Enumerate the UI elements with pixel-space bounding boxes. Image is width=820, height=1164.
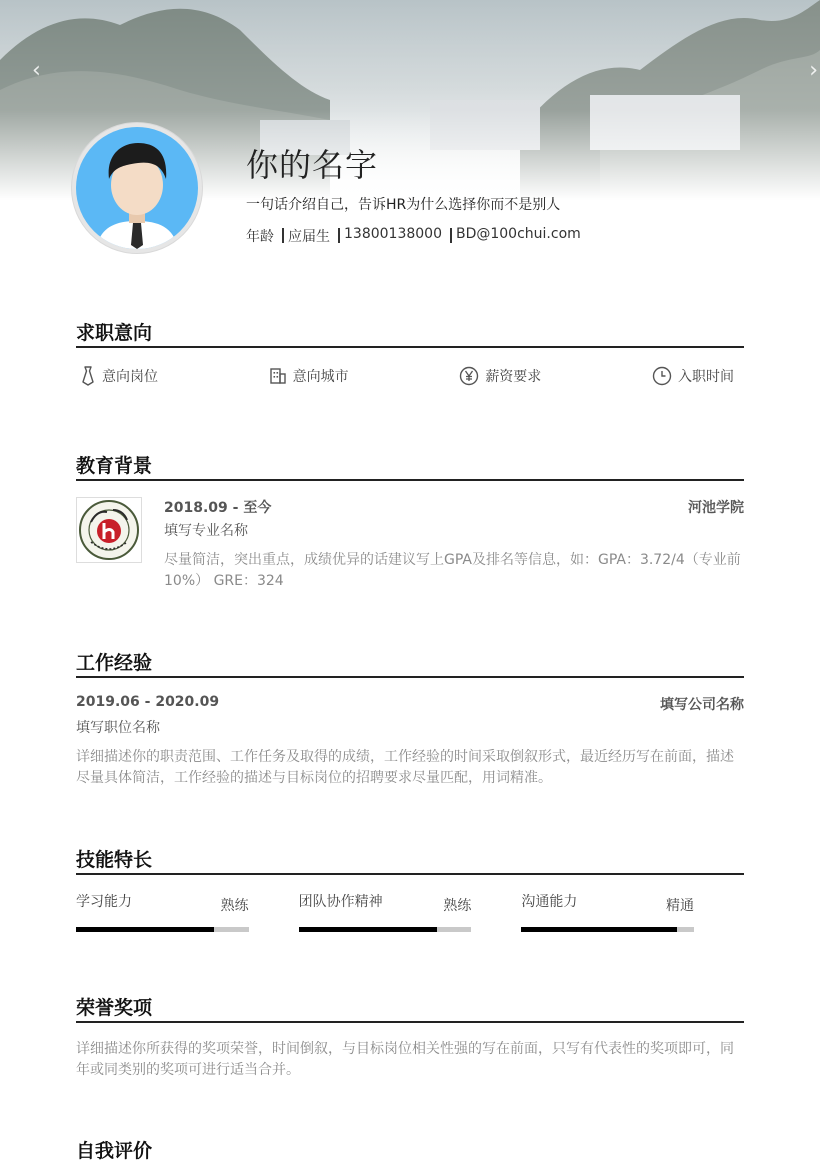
intention-position[interactable] bbox=[80, 366, 158, 386]
intention-salary[interactable] bbox=[459, 366, 541, 386]
yen-icon bbox=[459, 366, 479, 386]
building-icon bbox=[269, 367, 287, 385]
section-title: 教育背景 bbox=[76, 453, 744, 481]
skill-bar-fill bbox=[76, 927, 214, 932]
skill-name: 学习能力 bbox=[76, 894, 132, 910]
work-period: 2019.06 - 2020.09 bbox=[76, 694, 220, 710]
tie-icon bbox=[80, 366, 96, 386]
email-text: BD@100chui.com bbox=[455, 226, 581, 242]
carousel-next-icon[interactable]: › bbox=[809, 58, 818, 83]
intention-list bbox=[76, 366, 744, 386]
intention-label: 入职时间 bbox=[677, 369, 734, 385]
divider bbox=[282, 228, 284, 243]
skill-item bbox=[299, 891, 472, 932]
section-title: 工作经验 bbox=[76, 650, 744, 678]
intention-city[interactable] bbox=[269, 366, 349, 386]
intention-label: 意向岗位 bbox=[102, 369, 158, 385]
work-description: 详细描述你的职责范围、工作任务及取得的成绩，工作经验的时间采取倒叙形式，最近经历写在前面，描述尽量具体简洁，工作经验的描述与目标岗位的招聘要求尽量匹配，用词精准。 bbox=[76, 749, 734, 786]
contact-info bbox=[246, 226, 581, 246]
intention-section bbox=[76, 320, 744, 386]
company-name: 填写公司名称 bbox=[660, 697, 744, 713]
education-entry bbox=[76, 497, 744, 597]
phone-text: 13800138000 bbox=[344, 226, 442, 242]
skill-bar-fill bbox=[521, 927, 676, 932]
honors-description: 详细描述你所获得的奖项荣誉，时间倒叙，与目标岗位相关性强的写在前面，只写有代表性的奖项即可，同年或同类别的奖项可进行适当合并。 bbox=[76, 1041, 734, 1078]
honors-section bbox=[76, 995, 744, 1081]
section-title: 求职意向 bbox=[76, 320, 744, 348]
skill-level: 精通 bbox=[666, 898, 695, 914]
intention-start-time[interactable] bbox=[652, 366, 734, 386]
skill-item bbox=[76, 891, 249, 932]
section-title: 荣誉奖项 bbox=[76, 995, 744, 1023]
carousel-prev-icon[interactable]: ‹ bbox=[32, 58, 41, 83]
work-entry bbox=[76, 694, 744, 789]
skill-bar-fill bbox=[299, 927, 437, 932]
divider bbox=[450, 228, 452, 243]
clock-icon bbox=[652, 366, 672, 386]
self-evaluation-section bbox=[76, 1138, 744, 1164]
skills-list bbox=[76, 891, 744, 932]
education-period: 2018.09 - 至今 bbox=[164, 500, 272, 516]
skill-bar bbox=[299, 927, 472, 932]
school-name: 河池学院 bbox=[688, 500, 744, 516]
section-title: 技能特长 bbox=[76, 847, 744, 875]
skill-name: 团队协作精神 bbox=[298, 894, 383, 910]
intention-label: 意向城市 bbox=[292, 369, 349, 385]
divider bbox=[338, 228, 340, 243]
position-name: 填写职位名称 bbox=[76, 720, 160, 736]
skill-level: 熟练 bbox=[220, 898, 249, 914]
education-details bbox=[164, 497, 744, 592]
intention-label: 薪资要求 bbox=[485, 369, 542, 385]
profile-name: 你的名字 bbox=[246, 146, 379, 184]
status-text: 应届生 bbox=[288, 229, 330, 245]
skill-bar bbox=[76, 927, 249, 932]
skill-bar bbox=[521, 927, 694, 932]
skill-name: 沟通能力 bbox=[521, 894, 578, 910]
education-description: 尽量简洁，突出重点，成绩优异的话建议写上GPA及排名等信息，如：GPA：3.72/4（专业前10%） GRE：324 bbox=[164, 552, 741, 589]
avatar-illustration bbox=[76, 127, 198, 249]
skill-item bbox=[521, 891, 694, 932]
age-text: 年龄 bbox=[246, 229, 274, 245]
major-name: 填写专业名称 bbox=[164, 523, 248, 539]
school-logo bbox=[76, 497, 142, 563]
work-section bbox=[76, 650, 744, 789]
school-emblem-icon bbox=[77, 498, 141, 562]
skills-section bbox=[76, 847, 744, 932]
section-title: 自我评价 bbox=[76, 1140, 153, 1162]
skill-level: 熟练 bbox=[443, 898, 472, 914]
avatar[interactable] bbox=[72, 123, 202, 253]
education-section bbox=[76, 453, 744, 597]
profile-tagline: 一句话介绍自己，告诉HR为什么选择你而不是别人 bbox=[246, 197, 561, 213]
